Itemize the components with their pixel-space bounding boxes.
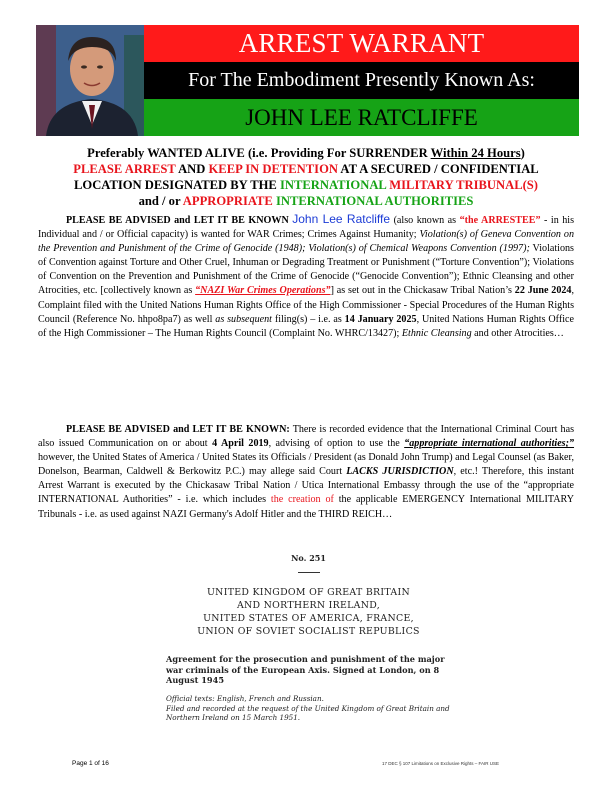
headline-4b: APPROPRIATE — [182, 194, 273, 208]
p1-date1: 22 June 2024 — [514, 285, 572, 297]
p1-b: (also known as — [390, 215, 460, 226]
p2-d: however, the United States of America / United States its Officials / President (as Donald John Trump) and Legal Counsel (as Baker, Donelson, Bearman, Caldwell & Berkowitz P.C.) may allege said Court — [38, 452, 574, 478]
warrant-banner — [36, 25, 579, 136]
p1-name: John Lee Ratcliffe — [292, 212, 391, 226]
portrait-photo — [36, 25, 144, 136]
treaty-party-line: UNITED KINGDOM OF GREAT BRITAIN — [206, 587, 410, 598]
p2-date: 4 April 2019 — [212, 438, 269, 450]
treaty-party-line: UNITED STATES OF AMERICA, FRANCE, — [203, 613, 414, 624]
p2-c: , advising of option to use the — [268, 438, 405, 450]
p1-subsequent: as subsequent — [215, 313, 272, 325]
p1-i: , United Nations Human Rights Office of the High Commissioner – The Human Rights Council (Complaint No. WHRC/13427); — [38, 313, 574, 339]
headline-3a: LOCATION DESIGNATED BY THE — [74, 178, 280, 192]
p1-advised: PLEASE BE ADVISED and LET IT BE KNOWN — [66, 215, 293, 226]
headline-line-2 — [40, 161, 572, 177]
p1-arrestee: “the ARRESTEE” — [459, 215, 541, 226]
p1-c: - in his Individual and / or Official capacity) is wanted for WAR Crimes; Crimes Against Humanity; — [38, 215, 575, 241]
portrait-illustration — [36, 25, 144, 136]
treaty-official-texts: Official texts: English, French and Russian. — [166, 693, 324, 703]
p2-quote: “appropriate international authorities;” — [404, 438, 575, 450]
headline-line-1 — [40, 145, 572, 161]
treaty-party-line: AND NORTHERN IRELAND, — [236, 600, 381, 611]
headline-block — [40, 145, 572, 209]
treaty-filed-note: Filed and recorded at the request of the United Kingdom of Great Britain and Northern Ireland on 15 March 1951. — [166, 703, 450, 722]
paragraph-2 — [38, 423, 574, 522]
headline-line-3 — [40, 177, 572, 193]
treaty-party-line: UNION OF SOVIET SOCIALIST REPUBLICS — [197, 626, 420, 637]
headline-1c: ) — [520, 146, 525, 160]
p1-date2: 14 January 2025 — [344, 313, 417, 325]
p2-creation: the creation of — [270, 494, 334, 506]
treaty-divider — [298, 572, 320, 573]
headline-2c: KEEP IN DETENTION — [208, 162, 338, 176]
p2-lacks: LACKS JURISDICTION — [346, 466, 454, 478]
headline-3c: MILITARY TRIBUNAL(S) — [386, 178, 538, 192]
banner-title: ARREST WARRANT — [144, 25, 579, 62]
headline-3b: INTERNATIONAL — [279, 178, 387, 192]
treaty-parties — [166, 586, 451, 638]
paragraph-1 — [38, 212, 574, 341]
p1-violations: Violation(s) of Geneva Convention on the Prevention and Punishment of the Crime of Genocide (1948); Violation(s) of Chemical Weapons Convention (1997); — [38, 229, 574, 255]
page-number: Page 1 of 16 — [72, 760, 109, 767]
p1-nazi: “NAZI War Crimes Operations” — [195, 285, 331, 297]
treaty-number: No. 251 — [291, 553, 326, 563]
p1-h: filing(s) – i.e. as — [271, 313, 345, 325]
treaty-excerpt — [166, 553, 451, 722]
banner-name: JOHN LEE RATCLIFFE — [144, 99, 579, 136]
p2-b: There is recorded evidence that the International Criminal Court has also issued Communication on or about — [38, 424, 574, 450]
fair-use-notice: 17 DEC § 107 Limitations on Exclusive Rights – FAIR USE — [382, 761, 500, 766]
p1-e: Violations of Convention against Torture and Other Cruel, Inhuman or Degrading Treatment or Punishment (“Torture Convention”); Violations of Convention on the Prevention and Punishment of the Crime of Genocide (“Genocide Convention”); Ethnic Cleansing and other Atrocities, etc. [collectively known as — [38, 243, 574, 297]
headline-1b: Within 24 Hours — [430, 146, 521, 160]
headline-2d: AT A SECURED / CONFIDENTIAL — [337, 162, 539, 176]
p1-ethnic: Ethnic Cleansing — [401, 327, 472, 339]
headline-4c: INTERNATIONAL AUTHORITIES — [272, 194, 474, 208]
p1-j: and other Atrocities… — [471, 327, 564, 339]
headline-1a: Preferably WANTED ALIVE (i.e. Providing For SURRENDER — [87, 146, 431, 160]
headline-2a: PLEASE ARREST — [73, 162, 176, 176]
banner-subtitle: For The Embodiment Presently Known As: — [144, 62, 579, 99]
p2-f: the applicable EMERGENCY International MILITARY Tribunals - i.e. as used against NAZI Germany's Adolf Hitler and the THIRD REICH… — [38, 494, 574, 520]
treaty-agreement: Agreement for the prosecution and punishment of the major war criminals of the European Axis. Signed at London, on 8 August 1945 — [166, 654, 445, 685]
headline-4a: and / or — [138, 194, 183, 208]
headline-2b: AND — [175, 162, 209, 176]
p2-advised: PLEASE BE ADVISED and LET IT BE KNOWN: — [66, 424, 290, 435]
p1-g: , Complaint filed with the United Nations Human Rights Office of the High Commissioner - Special Procedures of the Human Rights Council (Reference No. hhpo8pa7) as well — [38, 285, 574, 325]
headline-line-4 — [40, 193, 572, 209]
p2-e: , etc.! Therefore, this instant Arrest Warrant is executed by the Chickasaw Tribal Nation / Utica International Embassy through the use of the “appropriate INTERNATIONAL Authorities” - i.e. which includes — [38, 466, 575, 506]
p1-f: ] as set out in the Chickasaw Tribal Nation’s — [330, 285, 515, 297]
